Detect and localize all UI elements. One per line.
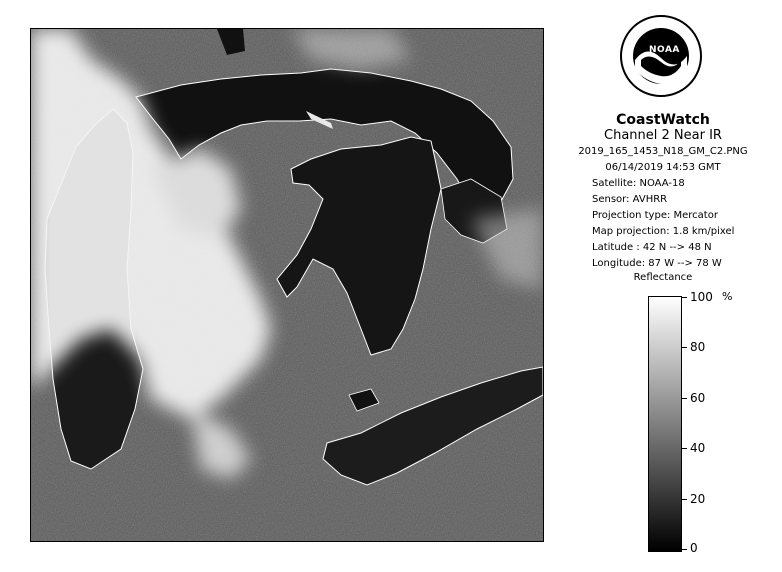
satellite-image [30,28,544,542]
colorbar-tick [681,398,687,399]
colorbar-tick-label: 0 [690,541,698,555]
projection-type-label: Projection type: Mercator [592,210,718,221]
satellite-label: Satellite: NOAA-18 [592,178,685,189]
colorbar-title: Reflectance [633,272,693,283]
latitude-label: Latitude : 42 N --> 48 N [592,242,712,253]
longitude-label: Longitude: 87 W --> 78 W [592,258,722,269]
colorbar-tick [681,347,687,348]
colorbar-tick [681,448,687,449]
app-title: CoastWatch [616,112,710,128]
map-projection-label: Map projection: 1.8 km/pixel [592,226,735,237]
sensor-label: Sensor: AVHRR [592,194,668,205]
datetime-label: 06/14/2019 14:53 GMT [605,162,721,173]
colorbar-tick [681,549,687,550]
filename-label: 2019_165_1453_N18_GM_C2.PNG [578,146,748,157]
colorbar-tick-label: 100 [690,290,713,304]
colorbar-tick-label: 40 [690,441,706,455]
colorbar-tick [681,499,687,500]
colorbar-unit: % [722,290,733,303]
channel-label: Channel 2 Near IR [604,128,722,143]
great-lakes-map [31,29,543,541]
reflectance-colorbar [648,296,682,552]
colorbar-tick-label: 20 [690,492,706,506]
colorbar-tick [681,297,687,298]
logo-center-text: NOAA [649,45,680,55]
noaa-logo [619,14,703,110]
colorbar-tick-label: 80 [690,340,706,354]
colorbar-tick-label: 60 [690,391,706,405]
